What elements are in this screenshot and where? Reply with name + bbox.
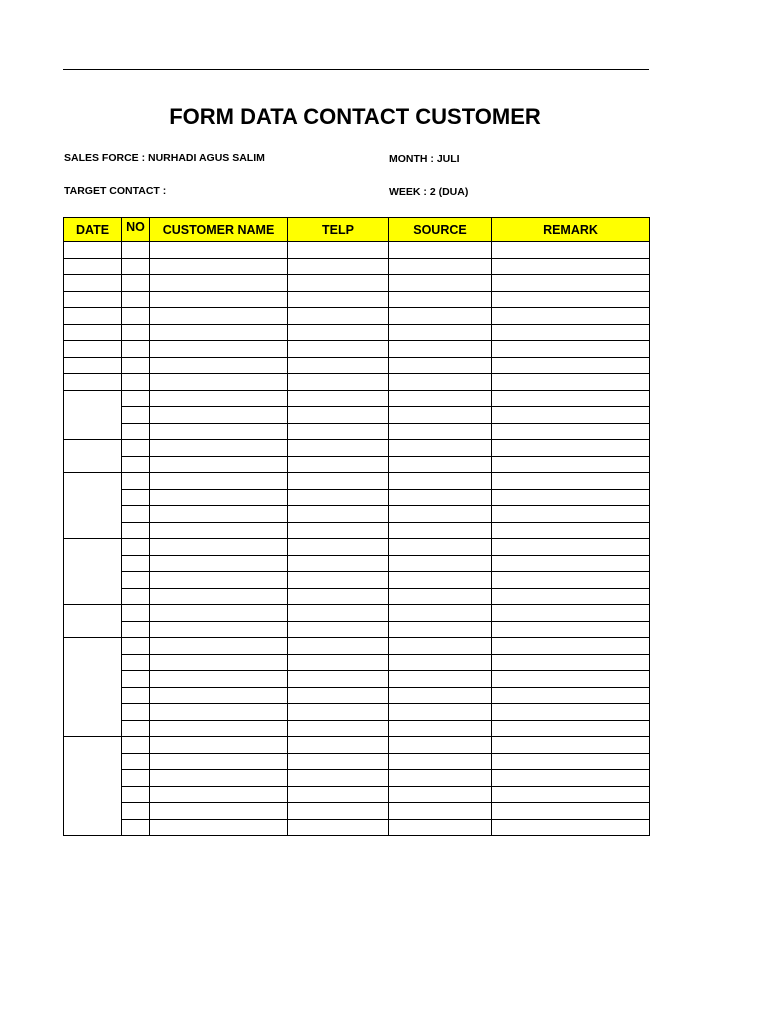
source-cell bbox=[389, 588, 492, 605]
source-cell bbox=[389, 275, 492, 292]
table-row bbox=[64, 572, 650, 589]
no-cell bbox=[122, 374, 150, 391]
date-cell bbox=[64, 638, 122, 737]
source-cell bbox=[389, 654, 492, 671]
telp-cell bbox=[288, 341, 389, 358]
form-title: FORM DATA CONTACT CUSTOMER bbox=[169, 104, 541, 129]
source-cell bbox=[389, 489, 492, 506]
telp-cell bbox=[288, 786, 389, 803]
no-cell bbox=[122, 803, 150, 820]
remark-cell bbox=[492, 357, 650, 374]
remark-cell bbox=[492, 407, 650, 424]
table-row bbox=[64, 522, 650, 539]
telp-cell bbox=[288, 803, 389, 820]
source-cell bbox=[389, 473, 492, 490]
table-row bbox=[64, 621, 650, 638]
week-label: WEEK : 2 (DUA) bbox=[389, 186, 469, 198]
remark-cell bbox=[492, 819, 650, 836]
table-row bbox=[64, 819, 650, 836]
source-cell bbox=[389, 357, 492, 374]
source-cell bbox=[389, 242, 492, 259]
table-row bbox=[64, 456, 650, 473]
telp-cell bbox=[288, 720, 389, 737]
customer-name-cell bbox=[150, 638, 288, 655]
date-cell bbox=[64, 341, 122, 358]
source-cell bbox=[389, 506, 492, 523]
source-cell bbox=[389, 291, 492, 308]
telp-cell bbox=[288, 275, 389, 292]
no-cell bbox=[122, 489, 150, 506]
telp-cell bbox=[288, 671, 389, 688]
no-cell bbox=[122, 786, 150, 803]
date-cell bbox=[64, 242, 122, 259]
table-row bbox=[64, 803, 650, 820]
header-date: DATE bbox=[64, 218, 122, 242]
no-cell bbox=[122, 572, 150, 589]
source-cell bbox=[389, 737, 492, 754]
table-row bbox=[64, 390, 650, 407]
customer-name-cell bbox=[150, 522, 288, 539]
source-cell bbox=[389, 341, 492, 358]
table-row bbox=[64, 308, 650, 325]
customer-name-cell bbox=[150, 242, 288, 259]
remark-cell bbox=[492, 572, 650, 589]
remark-cell bbox=[492, 786, 650, 803]
telp-cell bbox=[288, 638, 389, 655]
customer-name-cell bbox=[150, 654, 288, 671]
customer-name-cell bbox=[150, 786, 288, 803]
customer-name-cell bbox=[150, 572, 288, 589]
no-cell bbox=[122, 324, 150, 341]
customer-name-cell bbox=[150, 704, 288, 721]
no-cell bbox=[122, 588, 150, 605]
telp-cell bbox=[288, 242, 389, 259]
telp-cell bbox=[288, 737, 389, 754]
source-cell bbox=[389, 687, 492, 704]
telp-cell bbox=[288, 407, 389, 424]
telp-cell bbox=[288, 357, 389, 374]
customer-name-cell bbox=[150, 687, 288, 704]
no-cell bbox=[122, 291, 150, 308]
table-row bbox=[64, 753, 650, 770]
no-cell bbox=[122, 555, 150, 572]
customer-name-cell bbox=[150, 489, 288, 506]
customer-name-cell bbox=[150, 423, 288, 440]
date-cell bbox=[64, 357, 122, 374]
customer-name-cell bbox=[150, 720, 288, 737]
remark-cell bbox=[492, 753, 650, 770]
sales-force-label: SALES FORCE : NURHADI AGUS SALIM bbox=[64, 152, 265, 164]
customer-name-cell bbox=[150, 555, 288, 572]
remark-cell bbox=[492, 456, 650, 473]
remark-cell bbox=[492, 440, 650, 457]
table-row bbox=[64, 506, 650, 523]
telp-cell bbox=[288, 588, 389, 605]
table-row bbox=[64, 374, 650, 391]
table-row bbox=[64, 654, 650, 671]
telp-cell bbox=[288, 605, 389, 622]
customer-name-cell bbox=[150, 275, 288, 292]
remark-cell bbox=[492, 770, 650, 787]
source-cell bbox=[389, 605, 492, 622]
telp-cell bbox=[288, 572, 389, 589]
remark-cell bbox=[492, 671, 650, 688]
telp-cell bbox=[288, 687, 389, 704]
source-cell bbox=[389, 704, 492, 721]
table-row bbox=[64, 423, 650, 440]
no-cell bbox=[122, 440, 150, 457]
table-body bbox=[64, 242, 650, 836]
no-cell bbox=[122, 390, 150, 407]
no-cell bbox=[122, 275, 150, 292]
no-cell bbox=[122, 522, 150, 539]
remark-cell bbox=[492, 473, 650, 490]
customer-name-cell bbox=[150, 819, 288, 836]
customer-name-cell bbox=[150, 407, 288, 424]
customer-name-cell bbox=[150, 308, 288, 325]
table-row bbox=[64, 275, 650, 292]
source-cell bbox=[389, 770, 492, 787]
no-cell bbox=[122, 539, 150, 556]
no-cell bbox=[122, 357, 150, 374]
remark-cell bbox=[492, 704, 650, 721]
header-source: SOURCE bbox=[389, 218, 492, 242]
remark-cell bbox=[492, 588, 650, 605]
remark-cell bbox=[492, 555, 650, 572]
source-cell bbox=[389, 440, 492, 457]
table-row bbox=[64, 737, 650, 754]
customer-name-cell bbox=[150, 770, 288, 787]
customer-name-cell bbox=[150, 588, 288, 605]
table-row bbox=[64, 638, 650, 655]
telp-cell bbox=[288, 440, 389, 457]
no-cell bbox=[122, 456, 150, 473]
no-cell bbox=[122, 671, 150, 688]
source-cell bbox=[389, 522, 492, 539]
remark-cell bbox=[492, 258, 650, 275]
no-cell bbox=[122, 654, 150, 671]
remark-cell bbox=[492, 687, 650, 704]
telp-cell bbox=[288, 258, 389, 275]
table-row bbox=[64, 588, 650, 605]
no-cell bbox=[122, 605, 150, 622]
customer-name-cell bbox=[150, 456, 288, 473]
customer-name-cell bbox=[150, 737, 288, 754]
source-cell bbox=[389, 456, 492, 473]
source-cell bbox=[389, 638, 492, 655]
no-cell bbox=[122, 819, 150, 836]
remark-cell bbox=[492, 324, 650, 341]
source-cell bbox=[389, 539, 492, 556]
table-row bbox=[64, 324, 650, 341]
no-cell bbox=[122, 341, 150, 358]
source-cell bbox=[389, 258, 492, 275]
source-cell bbox=[389, 407, 492, 424]
source-cell bbox=[389, 753, 492, 770]
table-row bbox=[64, 258, 650, 275]
table-row bbox=[64, 605, 650, 622]
telp-cell bbox=[288, 753, 389, 770]
no-cell bbox=[122, 308, 150, 325]
table-row bbox=[64, 770, 650, 787]
remark-cell bbox=[492, 720, 650, 737]
no-cell bbox=[122, 737, 150, 754]
source-cell bbox=[389, 390, 492, 407]
customer-name-cell bbox=[150, 258, 288, 275]
remark-cell bbox=[492, 539, 650, 556]
table-row bbox=[64, 440, 650, 457]
remark-cell bbox=[492, 291, 650, 308]
telp-cell bbox=[288, 489, 389, 506]
table-row bbox=[64, 341, 650, 358]
telp-cell bbox=[288, 291, 389, 308]
no-cell bbox=[122, 687, 150, 704]
source-cell bbox=[389, 555, 492, 572]
remark-cell bbox=[492, 621, 650, 638]
source-cell bbox=[389, 374, 492, 391]
no-cell bbox=[122, 506, 150, 523]
table-row bbox=[64, 671, 650, 688]
source-cell bbox=[389, 572, 492, 589]
no-cell bbox=[122, 423, 150, 440]
no-cell bbox=[122, 242, 150, 259]
customer-name-cell bbox=[150, 506, 288, 523]
date-cell bbox=[64, 308, 122, 325]
remark-cell bbox=[492, 390, 650, 407]
remark-cell bbox=[492, 506, 650, 523]
telp-cell bbox=[288, 539, 389, 556]
telp-cell bbox=[288, 770, 389, 787]
source-cell bbox=[389, 720, 492, 737]
date-cell bbox=[64, 737, 122, 836]
source-cell bbox=[389, 671, 492, 688]
contact-table bbox=[63, 217, 650, 836]
source-cell bbox=[389, 324, 492, 341]
source-cell bbox=[389, 803, 492, 820]
no-cell bbox=[122, 720, 150, 737]
remark-cell bbox=[492, 341, 650, 358]
date-cell bbox=[64, 390, 122, 440]
table-row bbox=[64, 291, 650, 308]
source-cell bbox=[389, 308, 492, 325]
table-row bbox=[64, 786, 650, 803]
customer-name-cell bbox=[150, 390, 288, 407]
no-cell bbox=[122, 621, 150, 638]
date-cell bbox=[64, 275, 122, 292]
table-row bbox=[64, 407, 650, 424]
remark-cell bbox=[492, 638, 650, 655]
remark-cell bbox=[492, 489, 650, 506]
remark-cell bbox=[492, 423, 650, 440]
customer-name-cell bbox=[150, 671, 288, 688]
no-cell bbox=[122, 407, 150, 424]
customer-name-cell bbox=[150, 291, 288, 308]
customer-name-cell bbox=[150, 539, 288, 556]
date-cell bbox=[64, 291, 122, 308]
table-row bbox=[64, 473, 650, 490]
no-cell bbox=[122, 770, 150, 787]
date-cell bbox=[64, 374, 122, 391]
date-cell bbox=[64, 605, 122, 638]
date-cell bbox=[64, 473, 122, 539]
top-rule bbox=[63, 69, 649, 70]
header-remark: REMARK bbox=[492, 218, 650, 242]
remark-cell bbox=[492, 242, 650, 259]
date-cell bbox=[64, 258, 122, 275]
customer-name-cell bbox=[150, 357, 288, 374]
telp-cell bbox=[288, 324, 389, 341]
table-row bbox=[64, 539, 650, 556]
telp-cell bbox=[288, 308, 389, 325]
table-row bbox=[64, 555, 650, 572]
customer-name-cell bbox=[150, 605, 288, 622]
source-cell bbox=[389, 819, 492, 836]
customer-name-cell bbox=[150, 621, 288, 638]
table-row bbox=[64, 489, 650, 506]
source-cell bbox=[389, 423, 492, 440]
telp-cell bbox=[288, 654, 389, 671]
table-row bbox=[64, 704, 650, 721]
customer-name-cell bbox=[150, 341, 288, 358]
telp-cell bbox=[288, 390, 389, 407]
date-cell bbox=[64, 440, 122, 473]
telp-cell bbox=[288, 473, 389, 490]
remark-cell bbox=[492, 654, 650, 671]
telp-cell bbox=[288, 374, 389, 391]
remark-cell bbox=[492, 308, 650, 325]
remark-cell bbox=[492, 275, 650, 292]
target-contact-label: TARGET CONTACT : bbox=[64, 185, 167, 197]
no-cell bbox=[122, 473, 150, 490]
telp-cell bbox=[288, 704, 389, 721]
source-cell bbox=[389, 621, 492, 638]
remark-cell bbox=[492, 605, 650, 622]
header-customer-name: CUSTOMER NAME bbox=[150, 218, 288, 242]
telp-cell bbox=[288, 456, 389, 473]
no-cell bbox=[122, 638, 150, 655]
remark-cell bbox=[492, 737, 650, 754]
telp-cell bbox=[288, 819, 389, 836]
telp-cell bbox=[288, 423, 389, 440]
customer-name-cell bbox=[150, 440, 288, 457]
table-row bbox=[64, 720, 650, 737]
customer-name-cell bbox=[150, 374, 288, 391]
table-row bbox=[64, 687, 650, 704]
table-row bbox=[64, 242, 650, 259]
remark-cell bbox=[492, 803, 650, 820]
source-cell bbox=[389, 786, 492, 803]
telp-cell bbox=[288, 506, 389, 523]
customer-name-cell bbox=[150, 803, 288, 820]
telp-cell bbox=[288, 555, 389, 572]
no-cell bbox=[122, 258, 150, 275]
customer-name-cell bbox=[150, 753, 288, 770]
customer-name-cell bbox=[150, 324, 288, 341]
customer-name-cell bbox=[150, 473, 288, 490]
header-no: NO bbox=[122, 218, 150, 242]
remark-cell bbox=[492, 374, 650, 391]
table-row bbox=[64, 357, 650, 374]
table-header-row bbox=[64, 218, 650, 242]
telp-cell bbox=[288, 522, 389, 539]
date-cell bbox=[64, 324, 122, 341]
telp-cell bbox=[288, 621, 389, 638]
no-cell bbox=[122, 753, 150, 770]
no-cell bbox=[122, 704, 150, 721]
month-label: MONTH : JULI bbox=[389, 153, 460, 165]
date-cell bbox=[64, 539, 122, 605]
remark-cell bbox=[492, 522, 650, 539]
header-telp: TELP bbox=[288, 218, 389, 242]
